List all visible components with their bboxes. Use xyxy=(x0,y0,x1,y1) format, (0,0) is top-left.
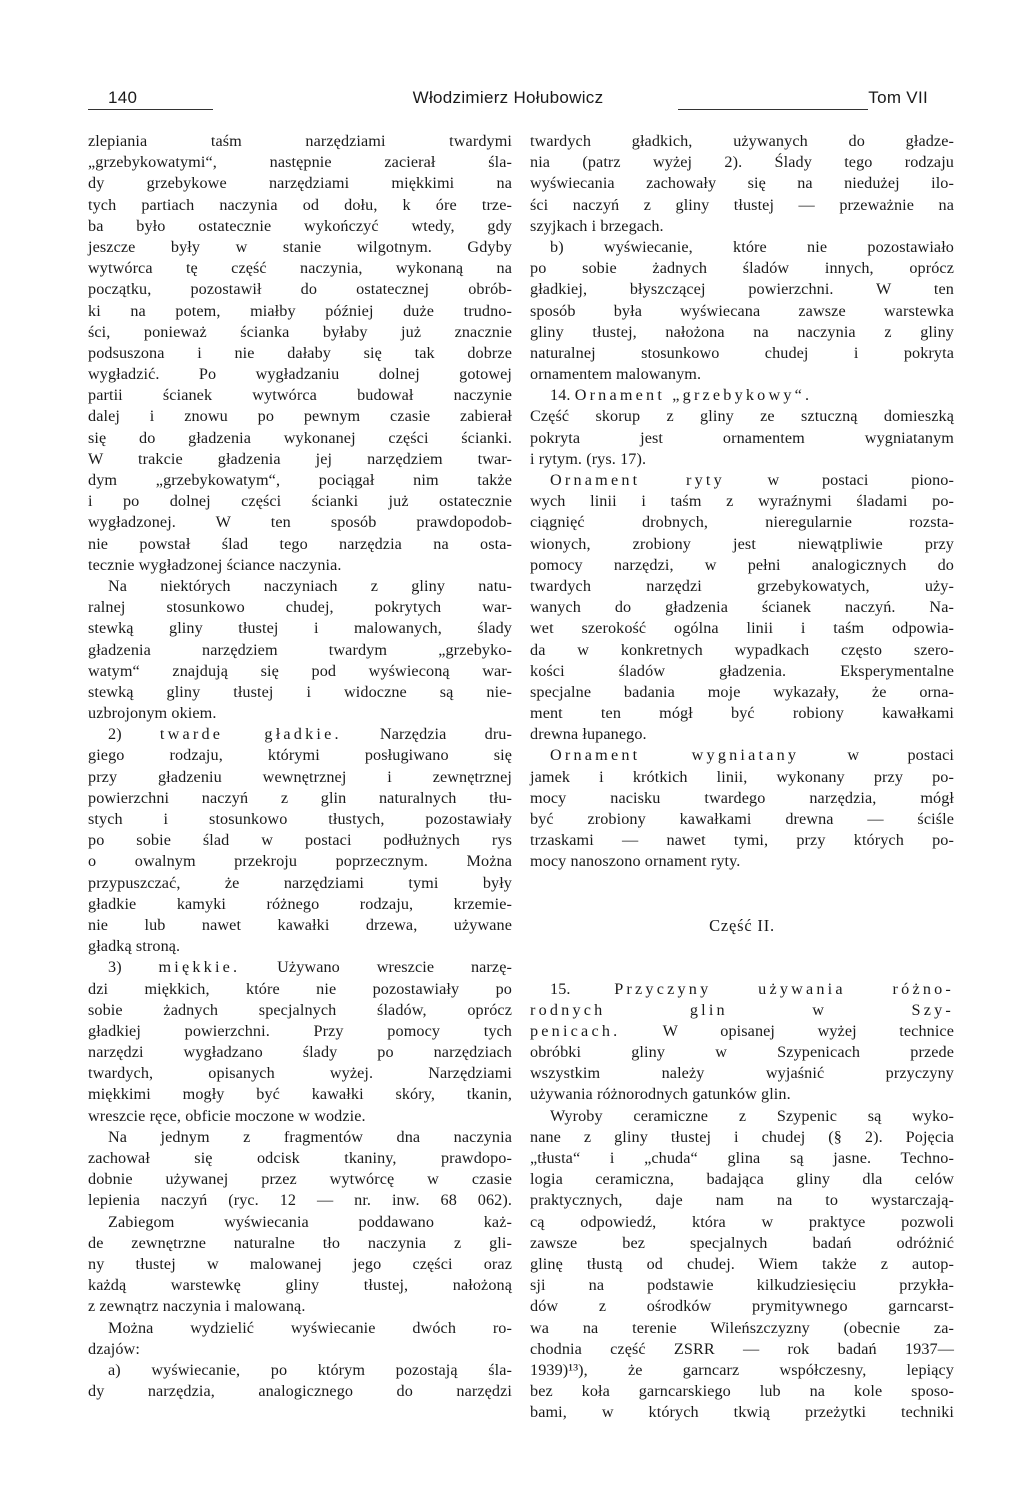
text-line: podsuszona i nie dałaby się tak dobrze xyxy=(88,343,512,362)
text-line: ment ten mógł być robiony kawałkami xyxy=(530,704,954,723)
text-line: wygładzić. Po wygładzaniu dolnej gotowej xyxy=(88,365,512,384)
text-line: trzaskami — nawet tymi, przy których po- xyxy=(530,831,954,850)
text-span: W opisanej wyżej technice xyxy=(620,1021,954,1040)
text-line: dzajów: xyxy=(88,1339,140,1358)
text-line xyxy=(530,979,954,1000)
volume-label: Tom VII xyxy=(868,88,928,107)
text-line: specjalne badania moje wykazały, że orna- xyxy=(530,682,954,701)
text-line: po sobie ślad w postaci podłużnych rys xyxy=(88,831,512,850)
text-span: Używano wreszcie narzę- xyxy=(240,958,512,977)
blank-line xyxy=(530,936,954,957)
text-line: mocy nanoszono ornament ryty. xyxy=(530,852,741,871)
text-line: kości śladów gładzenia. Eksperymentalne xyxy=(530,661,954,680)
text-line: zawsze bez specjalnych badań odróżnić xyxy=(530,1233,954,1252)
text-line: wionych, zrobiony jest niewątpliwie przy xyxy=(530,534,954,553)
text-line: używania różnorodnych gatunków glin. xyxy=(530,1085,791,1104)
header-rule-right xyxy=(678,109,868,110)
text-span: 2) xyxy=(108,725,160,744)
text-line: bez koła garncarskiego lub na kole sposo- xyxy=(530,1382,954,1401)
text-line: początku, pozostawił do ostatecznej obrób- xyxy=(88,280,512,299)
text-line: i po dolnej części ścianki już ostatecznie xyxy=(88,492,512,511)
text-line: logia ceramiczna, badająca gliny dla celów xyxy=(530,1170,954,1189)
text-line: Wyroby ceramiczne z Szypenic są wyko- xyxy=(550,1106,954,1125)
text-span: 14. xyxy=(550,386,575,405)
spaced-emphasis: penicach. xyxy=(530,1021,621,1040)
text-line: wyświecania zachowały się na niedużej ilo- xyxy=(530,174,954,193)
text-line: a) wyświecanie, po którym pozostają śla- xyxy=(108,1360,512,1379)
text-line xyxy=(530,745,954,766)
spaced-emphasis: Przyczyny używania różno- xyxy=(614,979,955,998)
text-line: de zewnętrzne naturalne tło naczynia z gli- xyxy=(88,1233,512,1252)
text-line: dy grzebykowe narzędziami miękkimi na xyxy=(88,174,512,193)
text-line: przy gładzeniu wewnętrznej i zewnętrznej xyxy=(88,767,512,786)
right-text-column xyxy=(530,131,954,1423)
text-line: o owalnym przekroju poprzecznym. Można xyxy=(88,852,512,871)
text-line: nane z gliny tłustej i chudej (§ 2). Pojęcia xyxy=(530,1127,954,1146)
text-line: pomocy narzędzi, w pełni analogicznych do xyxy=(530,555,954,574)
text-line: twardych narzędzi grzebykowatych, uży- xyxy=(530,576,954,595)
text-line: powierzchni naczyń z glin naturalnych tłu- xyxy=(88,788,512,807)
text-line: wych linii i taśm z wyraźnymi śladami po- xyxy=(530,492,954,511)
text-line: obróbki gliny w Szypenicach przede xyxy=(530,1043,954,1062)
text-line: stewką gliny tłustej i malowanych, ślady xyxy=(88,619,512,638)
text-line xyxy=(530,385,954,406)
text-line: wygładzonej. W ten sposób prawdopodob- xyxy=(88,513,512,532)
text-line: dów z ośrodków prymitywnego garncarst- xyxy=(530,1297,954,1316)
text-line: b) wyświecanie, które nie pozostawiało xyxy=(550,237,954,256)
text-line: dalej i znowu po pewnym czasie zabierał xyxy=(88,407,512,426)
spaced-emphasis: rodnych glin w Szy- xyxy=(530,1000,954,1019)
text-line: gładką stroną. xyxy=(88,937,181,956)
text-line: W trakcie gładzenia jej narzędziem twar- xyxy=(88,449,512,468)
text-line: z zewnątrz naczynia i malowaną. xyxy=(88,1297,306,1316)
text-span: w postaci piono- xyxy=(724,471,954,489)
text-line: twardych, opisanych wyżej. Narzędziami xyxy=(88,1064,512,1083)
text-line: zachował się odcisk tkaniny, prawdopo- xyxy=(88,1149,512,1167)
text-line: cą odpowiedź, która w praktyce pozwoli xyxy=(530,1212,954,1231)
text-line: wytwórca tę część naczynia, wykonaną na xyxy=(88,259,512,278)
spaced-emphasis: Ornament ryty xyxy=(550,471,725,489)
text-line: chodnia część ZSRR — rok badań 1937— xyxy=(530,1339,954,1358)
text-line: gładkie kamyki różnego rodzaju, krzemie- xyxy=(88,894,512,913)
text-line: partii ścianek wytwórca budował naczynie xyxy=(88,386,512,405)
text-line: sji na podstawie kilkudziesięciu przykła- xyxy=(530,1276,954,1295)
text-line: Zabiegom wyświecania poddawano każ- xyxy=(108,1212,512,1231)
text-line xyxy=(530,1000,954,1021)
text-line: wszystkim należy wyjaśnić przyczyny xyxy=(530,1064,954,1083)
text-line: nie lub nawet kawałki drzewa, używane xyxy=(88,915,512,934)
text-line: ści naczyń z gliny tłustej — przeważnie na xyxy=(530,195,954,214)
text-line: da w konkretnych wypadkach często szero- xyxy=(530,640,954,659)
text-line: gliny tłustej, nałożona na naczynia z gliny xyxy=(530,322,954,341)
text-line: wa na terenie Wileńszczyzny (obecnie za- xyxy=(530,1318,954,1337)
text-line: tecznie wygładzonej ściance naczynia. xyxy=(88,555,342,574)
blank-line xyxy=(530,957,954,978)
text-line: ralnej stosunkowo chudej, pokrytych war- xyxy=(88,598,512,617)
text-line: stewką gliny tłustej i widoczne są nie- xyxy=(88,682,512,701)
spaced-emphasis: Ornament wygniatany xyxy=(550,746,800,765)
text-line: wanych do gładzenia ścianek naczyń. Na- xyxy=(530,598,954,617)
text-line: 1939)¹³), że garncarz współczesny, lepiący xyxy=(530,1360,954,1379)
text-line: tych partiach naczynia od dołu, k óre trze- xyxy=(88,195,512,214)
text-line: i rytym. (rys. 17). xyxy=(530,449,647,468)
spaced-emphasis: twarde gładkie. xyxy=(159,725,342,744)
text-line: gładkiej, błyszczącej powierzchni. W ten xyxy=(530,280,954,299)
text-line: mocy nacisku twardego narzędzia, mógł xyxy=(530,788,954,807)
text-span: 3) xyxy=(108,958,159,977)
text-line: każdą warstewkę gliny tłustej, nałożoną xyxy=(88,1276,512,1295)
text-line: być zrobiony kawałkami drewna — ściśle xyxy=(530,810,954,828)
blank-line xyxy=(530,894,954,915)
text-line: giego rodzaju, którymi posługiwano się xyxy=(88,746,512,765)
left-text-column xyxy=(88,131,512,1402)
text-line: praktycznych, daje nam na to wystarczają- xyxy=(530,1191,954,1210)
text-line: Część skorup z gliny ze sztuczną domieszką xyxy=(530,407,954,426)
text-line: nia (patrz wyżej 2). Ślady tego rodzaju xyxy=(530,153,954,172)
text-line: stych i stosunkowo tłustych, pozostawiały xyxy=(88,810,512,828)
text-line: przypuszczać, że narzędziami tymi były xyxy=(88,873,512,892)
text-line: watym“ znajdują się pod wyświeconą war- xyxy=(88,661,512,680)
text-line: dy narzędzia, analogicznego do narzędzi xyxy=(88,1382,512,1401)
text-line: zlepiania taśm narzędziami twardymi xyxy=(88,132,512,150)
text-line: wet szerokość ogólna linii i taśm odpowia- xyxy=(530,619,954,638)
text-line: lepienia naczyń (ryc. 12 — nr. inw. 68 062). xyxy=(88,1191,512,1210)
text-line xyxy=(88,957,512,978)
text-line: szyjkach i brzegach. xyxy=(530,216,664,235)
header-rule-left xyxy=(88,109,213,110)
running-title: Włodzimierz Hołubowicz xyxy=(412,88,604,107)
text-line: glinę tłustą od chudej. Wiem także z autop- xyxy=(530,1254,954,1273)
text-span: Narzędzia dru- xyxy=(341,725,512,744)
text-line: naturalnej stosunkowo chudej i pokryta xyxy=(530,343,954,362)
text-line: się do gładzenia wykonanej części ścianki. xyxy=(88,428,512,447)
text-line: „grzebykowatymi“, następnie zacierał śla- xyxy=(88,153,512,172)
text-line: po sobie żadnych śladów innych, oprócz xyxy=(530,259,954,278)
blank-line xyxy=(530,873,954,894)
text-span: w postaci xyxy=(799,746,954,765)
text-line xyxy=(530,1021,954,1042)
text-line: ba było ostatecznie wykończyć wtedy, gdy xyxy=(88,216,512,235)
text-line: dzi miękkich, które nie pozostawiały po xyxy=(88,979,512,998)
text-line: sposób była wyświecana zawsze warstewka xyxy=(530,301,954,320)
page-header xyxy=(88,86,928,116)
text-line xyxy=(88,724,512,745)
text-line: dobnie używanej przez wytwórcę w czasie xyxy=(88,1170,512,1189)
text-line: drewna łupanego. xyxy=(530,725,647,744)
text-line: nie powstał ślad tego narzędzia na osta- xyxy=(88,534,512,553)
text-line: ści, ponieważ ścianka byłaby już znacznie xyxy=(88,322,512,341)
text-line: miękkimi mogły być kawałki skóry, tkanin, xyxy=(88,1085,512,1104)
text-line: narzędzi wygładzano ślady po narzędziach xyxy=(88,1043,512,1062)
text-line: ny tłustej w malowanej jego części oraz xyxy=(88,1254,512,1273)
text-line: wreszcie ręce, obficie moczone w wodzie. xyxy=(88,1106,366,1125)
text-span: 15. xyxy=(550,979,615,998)
text-line: „tłusta“ i „chuda“ glina są jasne. Techno- xyxy=(530,1149,954,1167)
text-line: gładzenia narzędziem twardym „grzebyko- xyxy=(88,640,512,659)
spaced-emphasis: Ornament „grzebykowy“. xyxy=(574,386,813,405)
page-number: 140 xyxy=(108,88,138,107)
text-line: ki na potem, miałby później duże trudno- xyxy=(88,301,512,320)
text-line xyxy=(530,470,954,491)
text-line: Na jednym z fragmentów dna naczynia xyxy=(108,1127,512,1146)
text-line: sobie żadnych specjalnych śladów, oprócz xyxy=(88,1000,512,1019)
text-line: Można wydzielić wyświecanie dwóch ro- xyxy=(108,1318,512,1337)
text-line: bami, w których tkwią przeżytki techniki xyxy=(530,1403,954,1422)
text-line: pokryta jest ornamentem wygniatanym xyxy=(530,428,954,447)
spaced-emphasis: miękkie. xyxy=(158,958,241,977)
text-line: Na niektórych naczyniach z gliny natu- xyxy=(108,576,512,595)
text-line: ciągnięć drobnych, nieregularnie rozsta- xyxy=(530,513,954,532)
text-line: jeszcze były w stanie wilgotnym. Gdyby xyxy=(88,237,512,256)
text-line: uzbrojonym okiem. xyxy=(88,704,217,723)
text-line: twardych gładkich, używanych do gładze- xyxy=(530,132,954,150)
section-heading: Część II. xyxy=(709,915,775,935)
text-line: ornamentem malowanym. xyxy=(530,365,702,384)
text-line: gładkiej powierzchni. Przy pomocy tych xyxy=(88,1021,512,1040)
text-line: jamek i krótkich linii, wykonany przy po- xyxy=(530,767,954,786)
text-line: dym „grzebykowatym“, pociągał nim także xyxy=(88,471,512,489)
